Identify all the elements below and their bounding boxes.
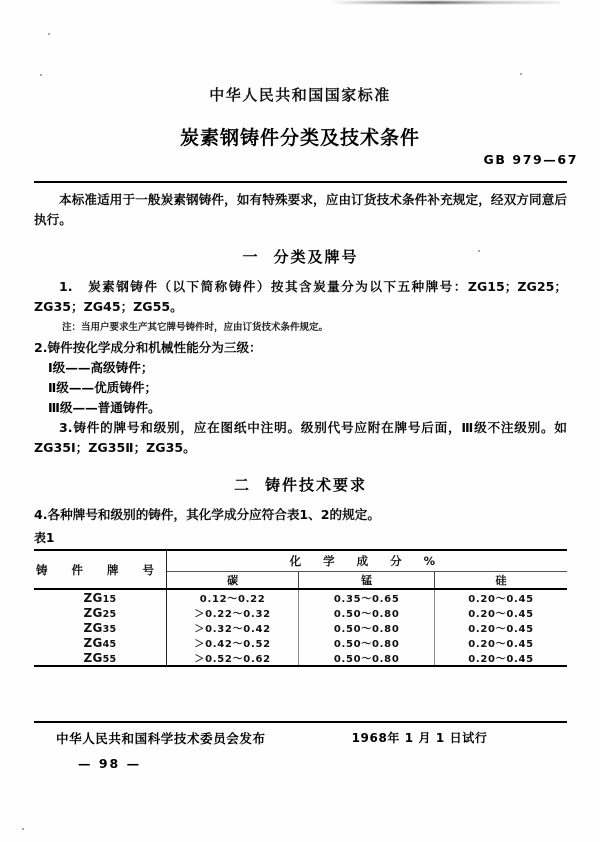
cell-grade: ZG15 <box>34 589 166 605</box>
footer-issuer: 中华人民共和国科学技术委员会发布 <box>56 731 266 746</box>
cell-silicon: 0.20～0.45 <box>435 605 567 620</box>
scope-paragraph: 本标准适用于一般炭素钢铸件，如有特殊要求，应由订货技术条件补充规定，经双方同意后执行。 <box>34 192 567 227</box>
footer-divider-rule <box>34 721 567 723</box>
cell-silicon: 0.20～0.45 <box>435 620 567 635</box>
table-bottom-rule <box>34 665 567 667</box>
document-body <box>34 190 567 667</box>
cell-grade-suffix: 35 <box>102 623 117 635</box>
clause-2: 2.铸件按化学成分和机械性能分为三级： <box>34 340 262 355</box>
cell-grade: ZG25 <box>34 605 166 620</box>
section-heading-two <box>34 474 567 495</box>
table-row <box>34 635 567 650</box>
footer-effective-date: 1968年 1 月 1 日试行 <box>351 731 488 745</box>
column-header-manganese: 锰 <box>299 572 435 590</box>
clause-3: 3.铸件的牌号和级别，应在图纸中注明。级别代号应附在牌号后面，Ⅲ级不注级别。如ZG35Ⅰ；ZG35Ⅱ；ZG35。 <box>34 420 567 455</box>
section-heading-one <box>34 246 567 267</box>
page-title: 炭素钢铸件分类及技术条件 <box>179 127 420 149</box>
clause-1: 1. 炭素钢铸件（以下简称铸件）按其含炭量分为以下五种牌号：ZG15；ZG25；ZG35；ZG45；ZG55。 <box>34 279 567 314</box>
table-row <box>34 650 567 665</box>
cell-grade: ZG55 <box>34 650 166 665</box>
table-row <box>34 605 567 620</box>
table-row <box>34 620 567 635</box>
cell-silicon: 0.20～0.45 <box>435 635 567 650</box>
cell-silicon: 0.20～0.45 <box>435 650 567 665</box>
cell-carbon: ＞0.52～0.62 <box>194 654 271 665</box>
cell-grade-suffix: 25 <box>102 608 117 620</box>
cell-manganese: 0.50～0.80 <box>299 635 435 650</box>
column-header-silicon: 硅 <box>435 572 567 590</box>
table-body <box>34 589 567 665</box>
grade-level-1: Ⅰ级——高级铸件； <box>48 360 154 375</box>
column-header-carbon: 碳 <box>166 572 298 590</box>
section-two-title: 铸件技术要求 <box>265 476 368 494</box>
cell-grade: ZG45 <box>34 635 166 650</box>
page-number: — 98 — <box>78 756 142 771</box>
page-footer <box>34 729 567 747</box>
header-divider-rule <box>34 181 567 183</box>
grade-level-3: Ⅲ级——普通铸件。 <box>48 400 161 415</box>
cell-silicon: 0.20～0.45 <box>435 589 567 605</box>
scan-speck <box>22 828 24 830</box>
table-header-row-group <box>34 550 567 572</box>
chemical-composition-table <box>34 549 567 665</box>
cell-carbon: 0.12～0.22 <box>166 589 298 605</box>
cell-grade-suffix: 55 <box>102 653 117 665</box>
page-content <box>0 0 600 150</box>
cell-manganese: 0.50～0.80 <box>299 620 435 635</box>
cell-carbon: ＞0.32～0.42 <box>194 624 271 635</box>
column-header-grade: 铸 件 牌 号 <box>34 550 166 589</box>
cell-carbon: ＞0.22～0.32 <box>194 609 271 620</box>
cell-carbon: ＞0.42～0.52 <box>194 639 271 650</box>
table-caption: 表1 <box>34 531 55 545</box>
clause-4: 4.各种牌号和级别的铸件，其化学成分应符合表1、2的规定。 <box>34 507 380 522</box>
cell-grade-suffix: 15 <box>102 593 117 605</box>
grade-level-2: Ⅱ级——优质铸件； <box>48 380 158 395</box>
table-header <box>34 550 567 589</box>
cell-manganese: 0.35～0.65 <box>299 589 435 605</box>
section-one-title: 分类及牌号 <box>273 248 359 266</box>
clause-1-note: 注：当用户要求生产其它牌号铸件时，应由订货技术条件规定。 <box>62 322 329 333</box>
cell-manganese: 0.50～0.80 <box>299 650 435 665</box>
standard-number: GB 979—67 <box>483 152 578 167</box>
column-group-header-chemical-composition: 化 学 成 分 % <box>166 550 567 572</box>
cell-grade: ZG35 <box>34 620 166 635</box>
table-row <box>34 589 567 605</box>
section-two-number: 二 <box>233 476 251 494</box>
cell-grade-suffix: 45 <box>102 638 117 650</box>
issuing-organization-heading: 中华人民共和国国家标准 <box>209 86 391 104</box>
cell-manganese: 0.50～0.80 <box>299 605 435 620</box>
table-1-wrapper <box>34 549 567 667</box>
section-one-number: 一 <box>242 248 260 266</box>
